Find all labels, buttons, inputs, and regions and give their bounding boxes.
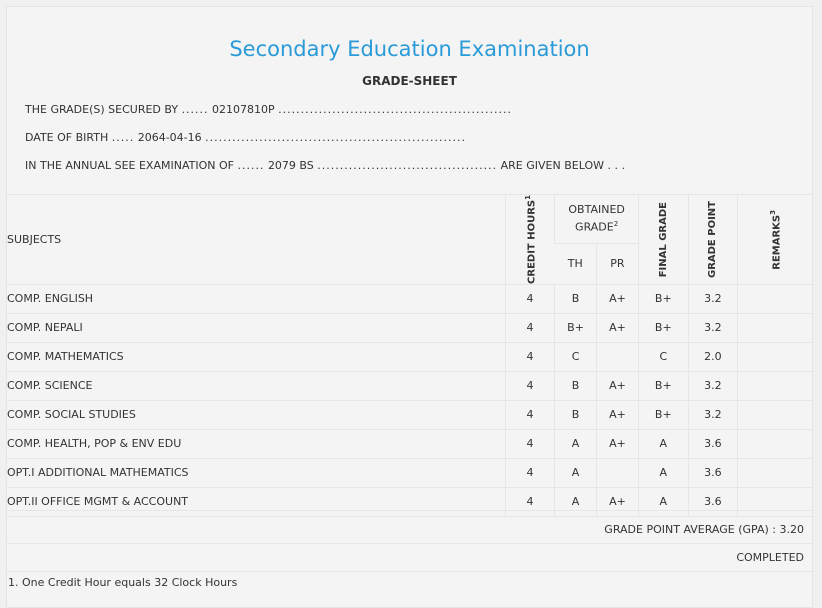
header-credit-hours [505,195,555,284]
subject-cell: OPT.II OFFICE MGMT & ACCOUNT [7,487,505,516]
pr-grade-cell: A+ [596,284,638,313]
remarks-footnote-mark: 3 [768,209,777,215]
dot-leader: .......................................................... [205,131,466,144]
dot-leader: ..... [111,131,135,144]
dob-label: DATE OF BIRTH [25,131,109,144]
dot-leader: ...... [237,159,265,172]
final-grade-cell: B+ [639,371,689,400]
final-grade-cell: B+ [639,284,689,313]
table-row [7,429,812,458]
credit-footnote-mark: 1 [523,195,532,200]
table-bottom-divider [7,510,812,511]
pr-grade-cell: A+ [596,487,638,516]
sheet-subtitle: GRADE-SHEET [362,74,457,88]
subject-cell: COMP. NEPALI [7,313,505,342]
th-grade-cell: A [555,487,597,516]
final-grade-cell: A [639,487,689,516]
pr-grade-cell: A+ [596,400,638,429]
symbol-number: 02107810P [212,103,275,116]
exam-title: Secondary Education Examination [229,37,590,61]
remarks-cell [738,400,812,429]
pr-grade-cell [596,342,638,371]
pr-grade-cell: A+ [596,429,638,458]
header-grade-point [688,195,738,284]
table-row [7,487,812,516]
header-subjects: SUBJECTS [7,195,505,284]
th-grade-cell: B [555,284,597,313]
exam-year: 2079 BS [267,159,314,172]
dot-leader: .................................................... [278,103,512,116]
subject-cell: COMP. HEALTH, POP & ENV EDU [7,429,505,458]
obtained-footnote-mark: 2 [613,220,619,228]
final-grade-cell: C [639,342,689,371]
final-grade-label: FINAL GRADE [657,201,669,278]
pr-grade-cell [596,458,638,487]
remarks-cell [738,371,812,400]
grade-point-label: GRADE POINT [707,200,719,278]
grade-point-cell: 3.6 [688,458,738,487]
secured-by-label: THE GRADE(S) SECURED BY [25,103,179,116]
dob-value: 2064-04-16 [137,131,202,144]
remarks-cell [738,429,812,458]
subject-cell: COMP. SOCIAL STUDIES [7,400,505,429]
remarks-cell [738,458,812,487]
grade-point-cell: 3.2 [688,371,738,400]
credit-hours-cell: 4 [505,487,555,516]
table-row [7,313,812,342]
remarks-cell [738,342,812,371]
pr-grade-cell: A+ [596,371,638,400]
table-row [7,342,812,371]
th-grade-cell: B+ [555,313,597,342]
subject-cell: COMP. SCIENCE [7,371,505,400]
credit-hours-label: CREDIT HOURS [526,199,538,284]
th-grade-cell: B [555,371,597,400]
dob-line [25,131,466,144]
subject-cell: COMP. MATHEMATICS [7,342,505,371]
remarks-cell [738,284,812,313]
remarks-cell [738,313,812,342]
status-text: COMPLETED [736,551,804,564]
th-grade-cell: B [555,400,597,429]
th-grade-cell: C [555,342,597,371]
subject-cell: COMP. ENGLISH [7,284,505,313]
header-remarks [738,195,812,284]
final-grade-cell: A [639,429,689,458]
grades-table [7,195,812,517]
credit-hours-cell: 4 [505,458,555,487]
table-row [7,284,812,313]
grade-point-cell: 3.6 [688,429,738,458]
grade-sheet [6,6,813,608]
gpa-divider [7,543,812,544]
given-below-label: ARE GIVEN BELOW . . . [500,159,625,172]
grade-point-cell: 2.0 [688,342,738,371]
credit-hours-cell: 4 [505,429,555,458]
credit-hours-cell: 4 [505,342,555,371]
pr-grade-cell: A+ [596,313,638,342]
header-th: TH [555,243,597,284]
subject-cell: OPT.I ADDITIONAL MATHEMATICS [7,458,505,487]
remarks-label: REMARKS [771,214,783,270]
exam-line [25,159,625,172]
grade-point-cell: 3.2 [688,284,738,313]
footnote-1: 1. One Credit Hour equals 32 Clock Hours [8,576,238,589]
table-row [7,400,812,429]
th-grade-cell: A [555,429,597,458]
gpa-text: GRADE POINT AVERAGE (GPA) : 3.20 [604,523,804,536]
exam-label: IN THE ANNUAL SEE EXAMINATION OF [25,159,234,172]
remarks-cell [738,487,812,516]
credit-hours-cell: 4 [505,400,555,429]
final-grade-cell: A [639,458,689,487]
grade-point-cell: 3.2 [688,313,738,342]
th-grade-cell: A [555,458,597,487]
status-divider [7,571,812,572]
credit-hours-cell: 4 [505,284,555,313]
grade-point-cell: 3.6 [688,487,738,516]
header-pr: PR [596,243,638,284]
final-grade-cell: B+ [639,313,689,342]
header-final-grade [639,195,689,284]
table-row [7,371,812,400]
header-obtained-grade [555,195,639,243]
credit-hours-cell: 4 [505,371,555,400]
obtained-grade-label: OBTAINED GRADE [568,203,625,234]
dot-leader: ...... [181,103,209,116]
final-grade-cell: B+ [639,400,689,429]
secured-by-line [25,103,512,116]
grade-point-cell: 3.2 [688,400,738,429]
dot-leader: ........................................ [317,159,498,172]
table-row [7,458,812,487]
credit-hours-cell: 4 [505,313,555,342]
